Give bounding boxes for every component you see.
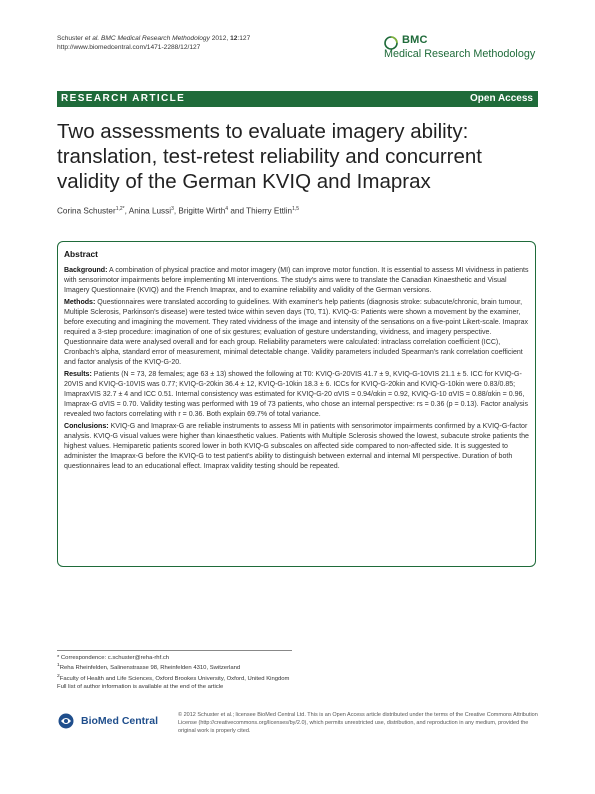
abstract-box [57,241,536,567]
affiliation-2-text: Faculty of Health and Life Sciences, Oxford Brookes University, Oxford, United Kingdom [59,675,290,682]
citation-authors: Schuster [57,35,84,42]
author-name[interactable]: Corina Schuster [57,206,116,216]
author-affiliation: 1,2* [115,206,125,212]
author-affiliation: 3 [171,206,174,212]
author-and: and [230,206,245,216]
author-name[interactable]: Anina Lussi [128,206,172,216]
affiliation-2 [57,673,297,683]
biomed-central-icon [57,712,79,730]
author-info-note: Full list of author information is available at the end of the article [57,684,224,691]
background-label: Background: [64,267,108,274]
article-title: Two assessments to evaluate imagery ability: translation, test-retest reliability and concurrent validity of the German KVIQ and Imaprax [57,120,483,193]
background-text: A combination of physical practice and motor imagery (MI) can improve motor function. It is essential to assess MI vividness in patients with sensorimotor impairments before implementing MI interventions. The study's aims were to translate the Canadian Kinaesthetic and Visual Imagery Questionnaire (KVIQ) and the French Imaprax, and to examine reliability and validity of the German versions. [64,267,529,295]
citation-page: :127 [237,35,251,42]
citation-etal: et al. [84,35,100,42]
author-affiliation: 4 [225,206,229,212]
journal-logo[interactable] [384,34,544,74]
abstract-heading: Abstract [64,249,98,259]
publisher-logo[interactable] [57,712,177,732]
abstract-results [64,370,530,420]
citation-journal: BMC Medical Research Methodology [101,35,210,42]
article-type-label: RESEARCH ARTICLE [61,93,186,104]
conclusions-text: KVIQ-G and Imaprax-G are reliable instruments to assess MI in patients with sensorimotor impairments confirmed by a KVIQ-G-factor analysis. KVIQ-G visual values were higher than kinaesthetic values. Patients with Multiple Sclerosis showed the lowest, subacute stroke patients the highest values. Hemiparetic patients scored lower in both KVIQ-G subscales on affected side compared to non-affected side. It is suggested to administer the Imaprax-G before the KVIQ-G to test patient's ability to distinguish between external and internal MI perspective. Duration of both questionnaires lead to an educational effect. Imaprax validity testing should be repeated. [64,422,529,471]
logo-line1: BMC [402,34,428,46]
publisher-name: BioMed Central [81,715,159,727]
results-text: Patients (N = 73, 28 females; age 63 ± 13) showed the following at T0: KVIQ-G-20VIS 41.7 ± 9, KVIQ-G-10VIS 21.1 ± 5. ICC for KVIQ-G-20VIS and KVIQ-G-10VIS was 0.77; KVIQ-G-20kin 36.4 ± 12, KVIQ-G-10kin 18.3 ± 6. ICCs for KVIQ-G-20kin and KVIQ-G-10kin were 0.83/0.85; ImapraxVIS 32.7 ± 4 and ICC 0.51. Internal consistency was estimated for KVIQ-G-20 αVIS = 0.94/αkin = 0.92, KVIQ-G-10 αVIS = 0.88/αkin = 0.96, Imaprax-G αVIS = 0.70. Validity testing was performed with 19 of 73 patients, who chose an internal perspective: rs = 0.36 (p = 0.13). Factor analysis revealed two factors correlating with r = 0.36. Both explain 69.7% of total variance. [64,370,528,419]
citation-volume: 12 [230,35,238,42]
affiliation-1-text: Reha Rheinfelden, Salinenstrasse 98, Rheinfelden 4310, Switzerland [59,665,241,672]
abstract-conclusions [64,422,530,472]
header-citation [57,34,250,52]
author-separator: , [124,206,127,216]
methods-text: Questionnaires were translated according to guidelines. With examiner's help patients (diagnosis stroke: subacute/chronic, brain tumour, Multiple Sclerosis, Parkinson's disease) were tested twice within seven days (T0, T1). KVIQ-G: Patients were shown a movement by the examiner, before executing and imagining the movement. They rated vividness of the image and intensity of the sensations on a five-point Likert-scale. Imaprax required a 3-step procedure: imagination of one of six gestures; evaluation of gesture understanding, vividness, and imagery perspective. Questionnaire data were analysed overall and for each group. Reliability parameters were calculated: intraclass correlation coefficient (ICC), Cronbach's alpha, standard error of measurement, minimal detectable change. Validity parameters included Spearman's rank correlation coefficient and factor analysis of the KVIQ-G-20. [64,298,529,367]
abstract-background [64,266,530,296]
article-url[interactable]: http://www.biomedcentral.com/1471-2288/12/127 [57,44,201,51]
open-access-label: Open Access [470,93,533,104]
methods-label: Methods: [64,298,96,306]
article-type-banner [57,91,538,107]
affiliation-2-sup: 2 [57,673,60,679]
citation-year: 2012, [211,35,229,42]
affiliation-1 [57,662,297,672]
correspondence-note[interactable]: * Correspondence: c.schuster@reha-rhf.ch [57,655,170,661]
citation-line [57,34,250,43]
author-name[interactable]: Brigitte Wirth [178,206,226,216]
footnotes [57,654,297,692]
author-affiliation: 1,5 [292,206,300,212]
abstract-methods [64,298,530,369]
conclusions-label: Conclusions: [64,422,109,430]
author-separator: , [173,206,177,216]
author-name[interactable]: Thierry Ettlin [246,206,293,216]
author-list [57,206,527,216]
abstract-body [64,266,530,474]
logo-line2: Medical Research Methodology [384,48,536,60]
affiliation-1-sup: 1 [57,663,60,669]
license-text: © 2012 Schuster et al.; licensee BioMed Central Ltd. This is an Open Access article distributed under the terms of the Creative Commons Attribution License (http://creativecommons.org/licenses/by/2.0), which permits unrestricted use, distribution, and reproduction in any medium, provided the original work is properly cited. [178,712,538,734]
results-label: Results: [64,370,92,378]
footnote-divider [57,650,292,651]
